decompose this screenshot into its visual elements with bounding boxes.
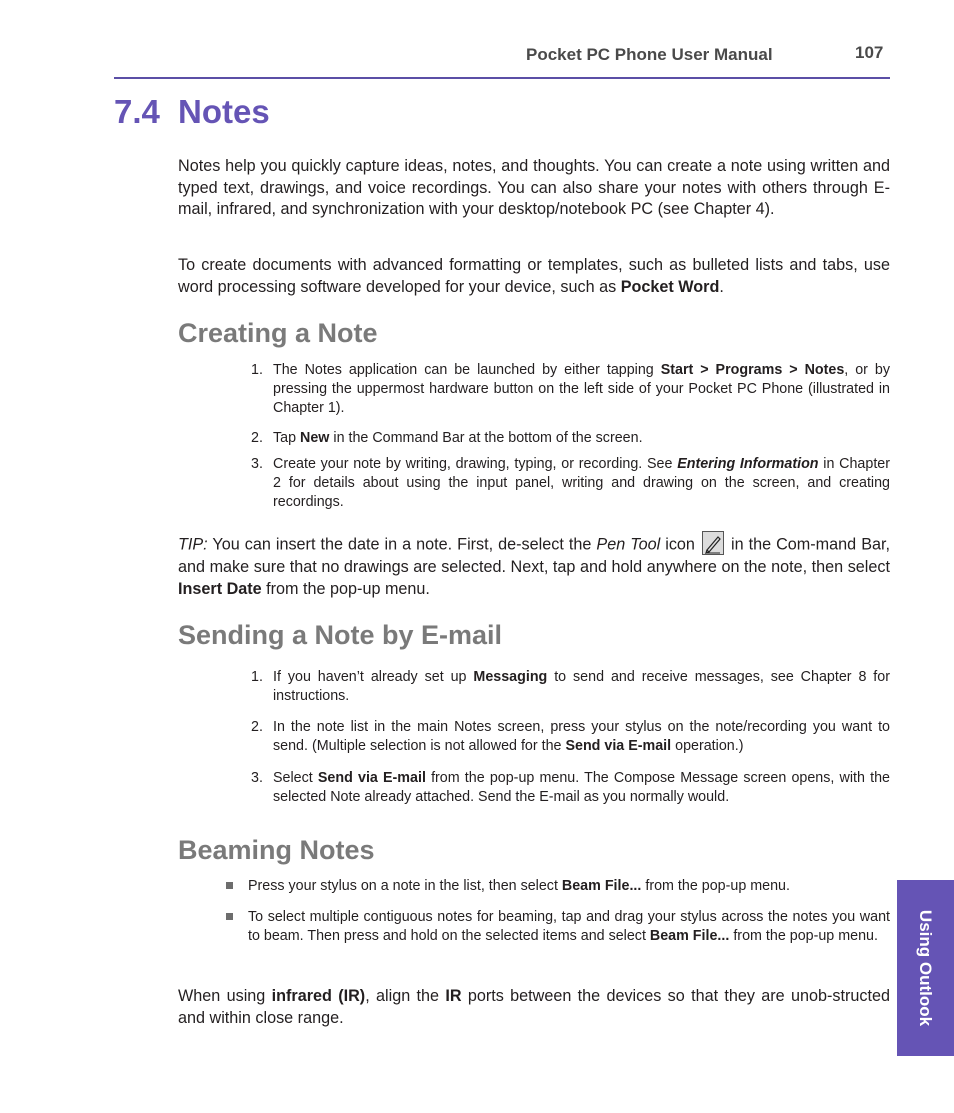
page-number: 107	[855, 43, 884, 62]
creating-step-2: 2. Tap New in the Command Bar at the bottom of the screen.	[251, 430, 643, 446]
pocket-word-term: Pocket Word	[620, 277, 720, 296]
beaming-bullet-1: Press your stylus on a note in the list, then select Beam File... from the pop-up menu.	[226, 877, 890, 896]
sending-step-1: 1. If you haven’t already set up Messaging to send and receive messages, see Chapter 8 for instructions.	[251, 669, 890, 704]
square-bullet-icon	[226, 913, 233, 920]
heading-beaming-notes: Beaming Notes	[178, 835, 375, 865]
creating-step-1: 1. The Notes application can be launched by either tapping Start > Programs > Notes, or by pressing the uppermost hardware button on the left side of your Pocket PC Phone (illustrated in Chapter 1).	[251, 362, 890, 416]
header-rule	[114, 77, 890, 79]
sending-step-2: 2. In the note list in the main Notes screen, press your stylus on the note/recording you want to send. (Multiple selection is not allowed for the Send via E-mail operation.)	[251, 719, 890, 754]
sending-step-3: 3. Select Send via E-mail from the pop-up menu. The Compose Message screen opens, with the selected Note already attached. Send the E-mail as you normally would.	[251, 770, 890, 805]
section-number: 7.4	[114, 93, 160, 130]
beaming-bullet-2: To select multiple contiguous notes for beaming, tap and drag your stylus across the notes you want to beam. Then press and hold on the selected items and select Beam File... from the pop-up menu.	[226, 908, 890, 946]
intro-paragraph-1: Notes help you quickly capture ideas, notes, and thoughts. You can create a note using written and typed text, drawings, and voice recordings. You can also share your notes with others through E-mail, infrared, and synchronization with your desktop/notebook PC (see Chapter 4).	[178, 157, 890, 218]
creating-step-3: 3. Create your note by writing, drawing, typing, or recording. See Entering Information in Chapter 2 for details about using the input panel, writing and drawing on the screen, and creating recordings.	[251, 456, 891, 510]
chapter-heading	[114, 93, 270, 131]
pen-tool-icon	[702, 531, 724, 555]
heading-sending-a-note: Sending a Note by E-mail	[178, 620, 503, 650]
section-title: Notes	[178, 93, 270, 130]
intro-paragraph-2: To create documents with advanced formatting or templates, such as bulleted lists and tabs, use word processing software developed for your device, such as Pocket Word.	[178, 256, 890, 296]
square-bullet-icon	[226, 882, 233, 889]
running-header-title: Pocket PC Phone User Manual	[526, 45, 773, 64]
side-tab-label: Using Outlook	[916, 909, 935, 1027]
tip-paragraph: TIP: You can insert the date in a note. First, de-select the Pen Tool icon in the Com-mand Bar, and make sure that no drawings are selected. Next, tap and hold anywhere on the note, then select Insert Date from the pop-up menu.	[178, 533, 890, 600]
heading-creating-a-note: Creating a Note	[178, 318, 378, 348]
tip-label: TIP:	[178, 535, 208, 554]
closing-paragraph: When using infrared (IR), align the IR ports between the devices so that they are unob-structed and within close range.	[178, 987, 890, 1027]
